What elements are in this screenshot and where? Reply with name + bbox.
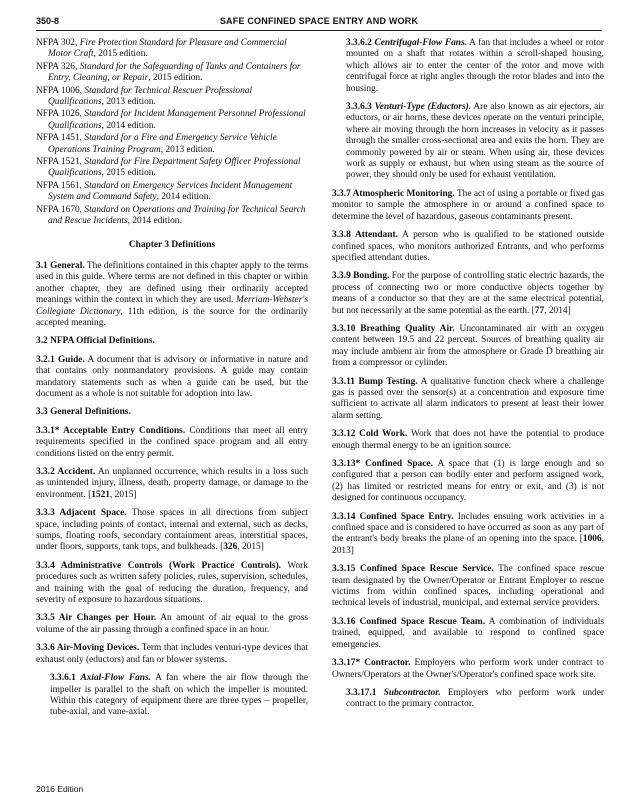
reference-item: NFPA 1561, Standard on Emergency Services Incident Management System and Command Safety, 2014 edition. (36, 180, 293, 203)
definition-bonding: 3.3.9 Bonding. For the purpose of controlling static electric hazards, the process of connecting two or more conductive objects together by means of a conductor so that they are at the same electrical potential, but not necessarily at the same potential as the earth. [77, 2014] (332, 271, 605, 316)
definition-adjacent-space: 3.3.3 Adjacent Space. Those spaces in all directions from subject space, including points of contact, internal and external, such as decks, sumps, floating roofs, secondary containment areas, interstitial spaces, under floors, supports, tank tops, and bulkheads. [326, 2015] (36, 508, 308, 553)
chapter-heading: Chapter 3 Definitions (128, 239, 216, 250)
running-title: SAFE CONFINED SPACE ENTRY AND WORK (219, 16, 419, 26)
reference-item: NFPA 1026, Standard for Incident Management Personnel Professional Qualifications, 2014 edition. (36, 109, 306, 131)
reference-item: NFPA 302, Fire Protection Standard for Pleasure and Commercial Motor Craft, 2015 edition. (36, 38, 287, 60)
section-heading: 3.3 General Definitions. (36, 407, 131, 418)
definition-rescue-service: 3.3.15 Confined Space Rescue Service. The confined space rescue team designated by the Owner/Operator or Entrant Employer to rescue victims from within confined spaces, including operational and technical levels of industrial, municipal, and external service providers. (332, 564, 604, 609)
reference-item: NFPA 1670, Standard on Operations and Training for Technical Search and Rescue Incidents, 2014 edition. (36, 204, 306, 227)
definition-breathing-air: 3.3.10 Breathing Quality Air. Uncontaminated air with an oxygen content between 19.5 and 22 percent. Sources of breathing quality air may include ambient air from the atmosphere or Grade D breathing air from a compressor or cylinder. (332, 323, 604, 369)
page-header (36, 14, 602, 28)
definition-venturi-type: 3.3.6.3 Venturi-Type (Eductors). Are also known as air ejectors, air eductors, or air horns, these devices operate on the venturi principle, where air moving through the horn increases in velocity as it passes through the smaller cross-sectional area and exits the horn. They are commonly powered by air or steam. When using air, these devices work as supply or exhaust, but when using steam as the source of power, they should only be used for exhaust ventilation. (346, 102, 604, 181)
page-number: 350-8 (36, 16, 60, 26)
definition-axial-flow-fans: 3.3.6.1 Axial-Flow Fans. A fan where the air flow through the impeller is parallel to the shaft on which the impeller is mounted. Within this category of equipment there are three types – propeller, tube-axial, and vane-axial. (50, 673, 308, 718)
definition-air-moving-devices: 3.3.6 Air-Moving Devices. Term that includes venturi-type devices that exhaust only (eductors) and fan or blower systems. (36, 643, 309, 665)
reference-item: NFPA 326, Standard for the Safeguarding of Tanks and Containers for Entry, Cleaning, or Repair, 2015 edition. (36, 61, 301, 84)
definition-confined-space-entry: 3.3.14 Confined Space Entry. Includes ensuing work activities in a confined space and is considered to have occurred as soon as any part of the entrant's body breaks the plane of an opening into the space. [1006, 2013] (332, 511, 604, 556)
definition-confined-space: 3.3.13* Confined Space. A space that (1) is large enough and so configured that a person can bodily enter and perform assigned work, (2) has limited or restricted means for entry or exit, and (3) is not designed for continuous occupancy. (332, 459, 604, 504)
reference-item: NFPA 1521, Standard for Fire Department Safety Officer Professional Qualifications, 2015 edition. (36, 157, 301, 179)
definition-contractor: 3.3.17* Contractor. Employers who perform work under contract to Owners/Operators at the Owner's/Operator's confined space work site. (332, 658, 604, 680)
header-rule (36, 30, 602, 31)
definition-cold-work: 3.3.12 Cold Work. Work that does not have the potential to produce enough thermal energy to be an ignition source. (332, 429, 604, 451)
left-column (36, 38, 308, 726)
definition-acceptable-entry: 3.3.1* Acceptable Entry Conditions. Conditions that meet all entry requirements specified in the confined space program and all entry conditions listed on the entry permit. (36, 425, 308, 459)
definition-administrative-controls: 3.3.4 Administrative Controls (Work Practice Controls). Work procedures such as written safety policies, rules, supervision, schedules, and training with the goal of reducing the duration, frequency, and severity of exposure to hazardous situations. (36, 560, 308, 606)
definition-accident: 3.3.2 Accident. An unplanned occurrence, which results in a loss such as unintended injury, illness, death, property damage, or damage to the environment. [1521, 2015] (36, 467, 309, 500)
right-column (332, 38, 604, 718)
definition-atmospheric-monitoring: 3.3.7 Atmospheric Monitoring. The act of using a portable or fixed gas monitor to sample the atmosphere in or around a confined space to determine the level of hazardous, gaseous contaminants present. (332, 188, 604, 222)
reference-item: NFPA 1006, Standard for Technical Rescuer Professional Qualifications, 2013 edition. (36, 85, 253, 108)
definition-centrifugal-fans: 3.3.6.2 Centrifugal-Flow Fans. A fan that includes a wheel or rotor mounted on a shaft that rotates within a scroll-shaped housing, which allows air to enter the center of the rotor and move with centrifugal force at right angles through the rotor blades and into the housing. (346, 38, 604, 94)
edition-footer: 2016 Edition (36, 784, 84, 794)
definition-guide: 3.2.1 Guide. A document that is advisory or informative in nature and that contains only nonmandatory provisions. A guide may contain mandatory statements such as when a guide can be used, but the document as a whole is not suitable for adoption into law. (36, 354, 308, 399)
section-3-1: 3.1 General. The definitions contained in this chapter apply to the terms used in this guide. Where terms are not defined in this chapter or within another chapter, they are defined using their ordinarily accepted meanings within the context in which they are used. Merriam-Webster's Collegiate Dictionary, 11th edition, is the source for the ordinarily accepted meaning. (36, 260, 308, 328)
definition-attendant: 3.3.8 Attendant. A person who is qualified to be stationed outside confined spaces, who monitors authorized Entrants, and who performs specified attendant duties. (332, 230, 604, 263)
definition-rescue-team: 3.3.16 Confined Space Rescue Team. A combination of individuals trained, equipped, and available to respond to confined space emergencies. (332, 616, 604, 650)
section-heading: 3.2 NFPA Official Definitions. (36, 336, 155, 347)
definition-air-changes: 3.3.5 Air Changes per Hour. An amount of air equal to the gross volume of the air passing through a confined space in an hour. (36, 613, 308, 635)
definition-subcontractor: 3.3.17.1 Subcontractor. Employers who perform work under contract to the primary contractor. (346, 687, 604, 710)
reference-item: NFPA 1451, Standard for a Fire and Emergency Service Vehicle Operations Training Program, 2013 edition. (36, 133, 277, 155)
definition-bump-testing: 3.3.11 Bump Testing. A qualitative function check where a challenge gas is passed over the sensor(s) at a concentration and exposure time sufficient to activate all alarm indicators to present at least their lower alarm setting. (332, 376, 604, 421)
